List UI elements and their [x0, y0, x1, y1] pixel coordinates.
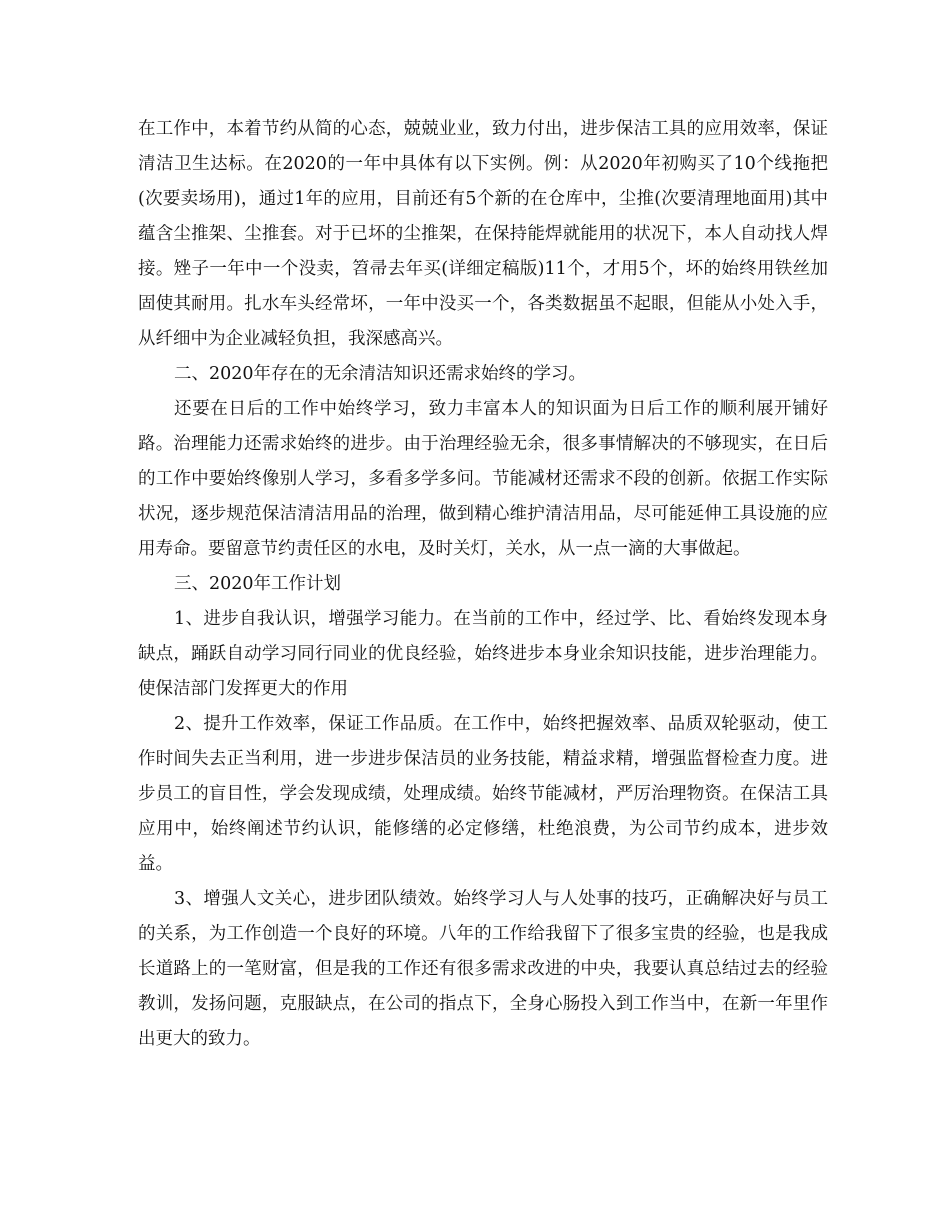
paragraph-cleaning-examples: 在工作中，本着节约从简的心态，兢兢业业，致力付出，进步保洁工具的应用效率，保证清洁卫生达标。在2020的一年中具体有以下实例。例：从2020年初购买了10个线拖把(次要卖场用)，通过1年的应用，目前还有5个新的在仓库中，尘推(次要清理地面用)其中蕴含尘推架、尘推套。对于已坏的尘推架，在保持能焊就能用的状况下，本人自动找人焊接。矬子一年中一个没卖，笤帚去年买(详细定稿版)11个，才用5个，坏的始终用铁丝加固使其耐用。扎水车头经常坏，一年中没买一个，各类数据虽不起眼，但能从小处入手，从纤细中为企业减轻负担，我深感高兴。: [138, 119, 828, 349]
document-page: [138, 112, 828, 1057]
section-heading-3: 三、2020年工作计划: [174, 574, 342, 594]
section-heading-2: 二、2020年存在的无余清洁知识还需求始终的学习。: [174, 364, 587, 384]
paragraph-plan-1: 1、进步自我认识，增强学习能力。在当前的工作中，经过学、比、看始终发现本身缺点，踊跃自动学习同行同业的优良经验，始终进步本身业余知识技能，进步治理能力。使保洁部门发挥更大的作用: [138, 609, 828, 699]
paragraph-plan-2: 2、提升工作效率，保证工作品质。在工作中，始终把握效率、品质双轮驱动，使工作时间失去正当利用，进一步进步保洁员的业务技能，精益求精，增强监督检查力度。进步员工的盲目性，学会发现成绩，处理成绩。始终节能减材，严厉治理物资。在保洁工具应用中，始终阐述节约认识，能修缮的必定修缮，杜绝浪费，为公司节约成本，进步效益。: [138, 714, 828, 874]
paragraph-plan-3: 3、增强人文关心，进步团队绩效。始终学习人与人处事的技巧，正确解决好与员工的关系，为工作创造一个良好的环境。八年的工作给我留下了很多宝贵的经验，也是我成长道路上的一笔财富，但是我的工作还有很多需求改进的中央，我要认真总结过去的经验教训，发扬问题，克服缺点，在公司的指点下，全身心肠投入到工作当中，在新一年里作出更大的致力。: [138, 889, 828, 1049]
paragraph-learning: 还要在日后的工作中始终学习，致力丰富本人的知识面为日后工作的顺利展开铺好路。治理能力还需求始终的进步。由于治理经验无余，很多事情解决的不够现实，在日后的工作中要始终像别人学习，多看多学多问。节能减材还需求不段的创新。依据工作实际状况，逐步规范保洁清洁用品的治理，做到精心维护清洁用品，尽可能延伸工具设施的应用寿命。要留意节约责任区的水电，及时关灯，关水，从一点一滴的大事做起。: [138, 399, 828, 559]
